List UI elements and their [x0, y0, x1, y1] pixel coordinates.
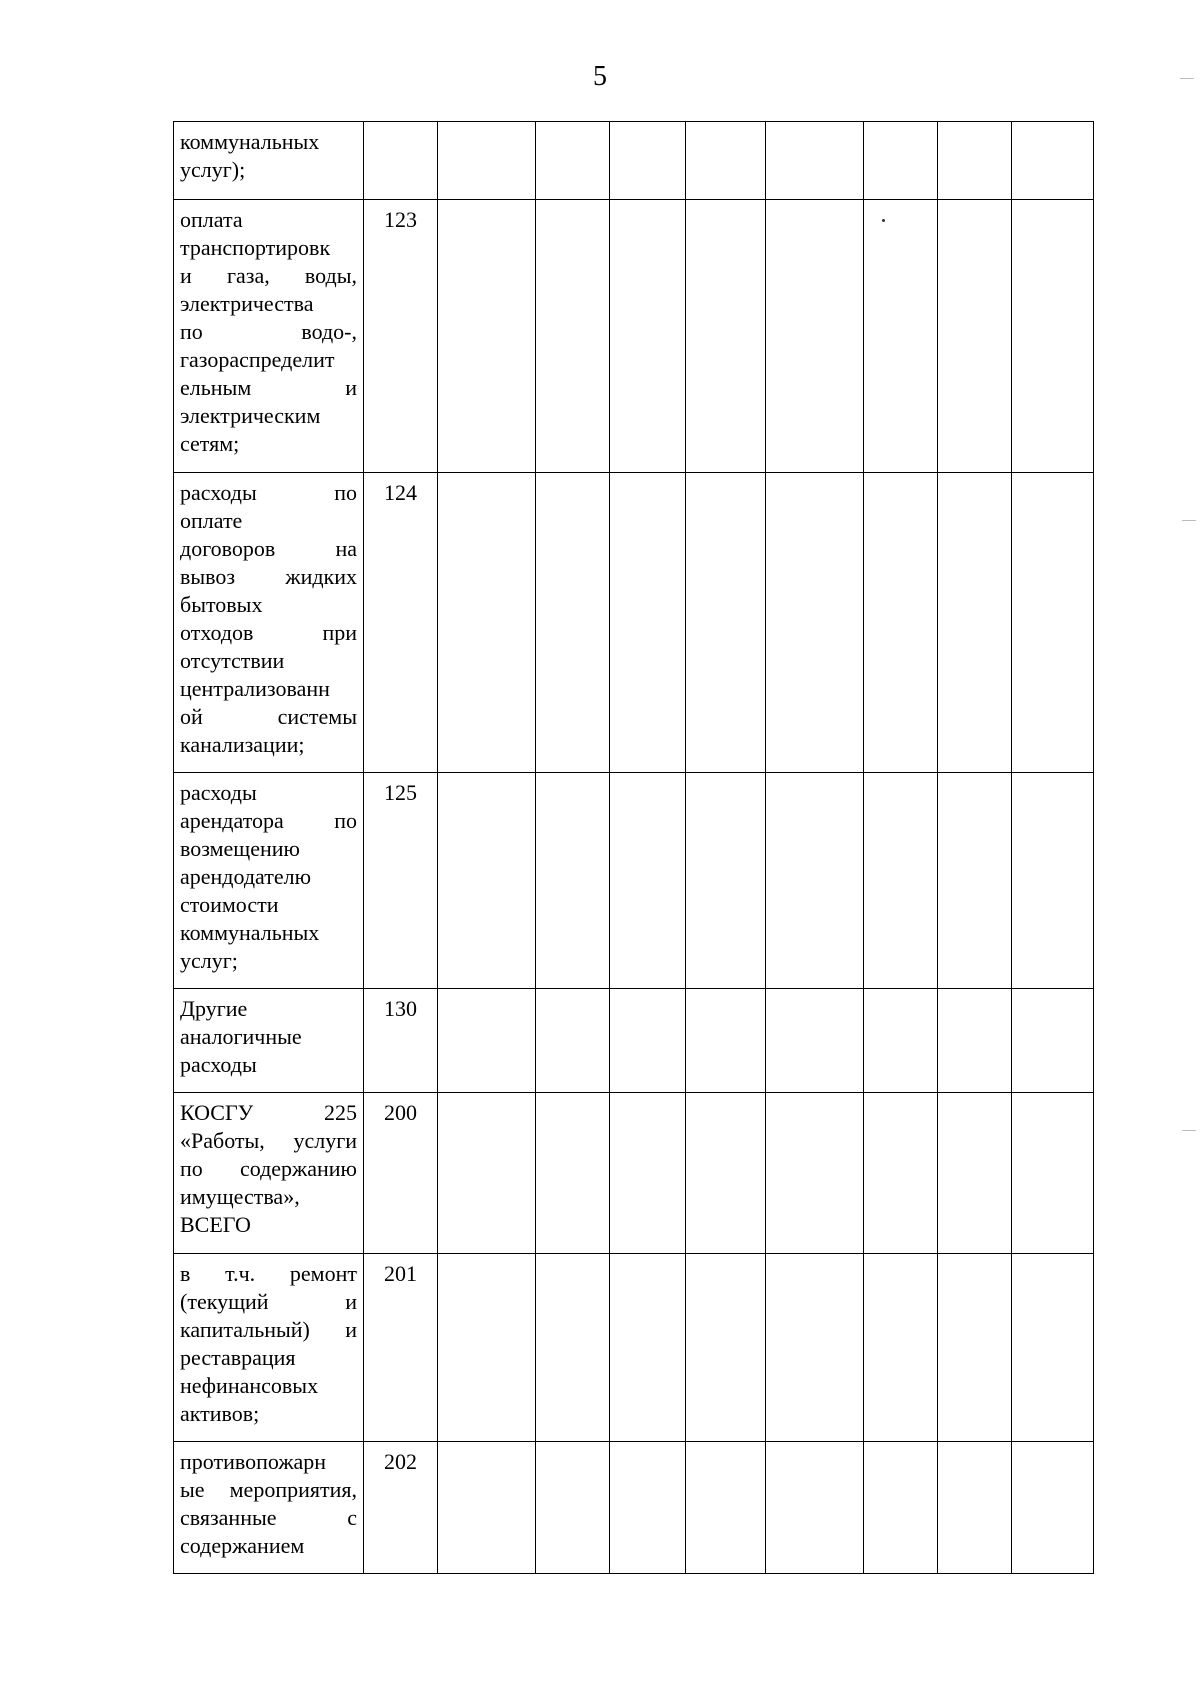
- row-code: 201: [364, 1254, 438, 1442]
- description-line: ВСЕГО: [180, 1212, 251, 1237]
- empty-cell: [610, 1442, 686, 1574]
- description-line: расходы: [180, 780, 257, 805]
- description-line: активов;: [180, 1401, 260, 1426]
- row-code: 123: [364, 200, 438, 473]
- description-line: отсутствии: [180, 648, 285, 673]
- empty-cell: [1012, 773, 1094, 989]
- margin-mark: [1182, 1130, 1196, 1131]
- empty-cell: [438, 1093, 536, 1254]
- description-line: нефинансовых: [180, 1373, 319, 1398]
- empty-cell: [610, 200, 686, 473]
- description-line: (текущий и: [180, 1289, 357, 1314]
- report-table-body: [174, 122, 1094, 1574]
- description-line: оплате: [180, 508, 243, 533]
- description-line: оплата: [180, 207, 243, 232]
- empty-cell: [610, 1093, 686, 1254]
- description-line: возмещению: [180, 836, 300, 861]
- empty-cell: [864, 1442, 938, 1574]
- empty-cell: [438, 473, 536, 773]
- description-line: транспортировк: [180, 235, 331, 260]
- empty-cell: [938, 1442, 1012, 1574]
- empty-cell: [686, 473, 766, 773]
- row-code: 202: [364, 1442, 438, 1574]
- description-line: вывоз жидких: [180, 564, 357, 589]
- empty-cell: [536, 1093, 610, 1254]
- table-row: [174, 200, 1094, 473]
- empty-cell: [766, 1093, 864, 1254]
- empty-cell: [686, 989, 766, 1093]
- empty-cell: [1012, 1254, 1094, 1442]
- empty-cell: [610, 989, 686, 1093]
- empty-cell: [686, 1254, 766, 1442]
- empty-cell: [864, 122, 938, 200]
- table-row: [174, 122, 1094, 200]
- row-description: [174, 200, 364, 473]
- description-line: содержанием: [180, 1533, 305, 1558]
- table-row: [174, 473, 1094, 773]
- description-line: КОСГУ 225: [180, 1100, 357, 1125]
- empty-cell: [610, 1254, 686, 1442]
- description-line: договоров на: [180, 536, 357, 561]
- empty-cell: [864, 989, 938, 1093]
- empty-cell: [938, 1093, 1012, 1254]
- empty-cell: [536, 773, 610, 989]
- empty-cell: [610, 122, 686, 200]
- description-line: сетям;: [180, 431, 240, 456]
- empty-cell: [686, 122, 766, 200]
- row-code: [364, 122, 438, 200]
- empty-cell: [938, 200, 1012, 473]
- empty-cell: [1012, 989, 1094, 1093]
- description-line: Другие: [180, 996, 248, 1021]
- empty-cell: [766, 1254, 864, 1442]
- empty-cell: [1012, 200, 1094, 473]
- empty-cell: [766, 122, 864, 200]
- description-line: коммунальных: [180, 920, 320, 945]
- description-line: арендатора по: [180, 808, 357, 833]
- empty-cell: [766, 473, 864, 773]
- scan-speck: [882, 219, 885, 222]
- row-description: [174, 1254, 364, 1442]
- report-table: [173, 121, 1094, 1574]
- description-line: расходы: [180, 1052, 257, 1077]
- description-line: по водо-,: [180, 319, 357, 344]
- row-code: 125: [364, 773, 438, 989]
- description-line: реставрация: [180, 1345, 296, 1370]
- description-line: ой системы: [180, 704, 357, 729]
- description-line: газораспределит: [180, 347, 335, 372]
- margin-mark: [1180, 78, 1194, 79]
- description-line: стоимости: [180, 892, 279, 917]
- description-line: имущества»,: [180, 1184, 300, 1209]
- empty-cell: [438, 1442, 536, 1574]
- margin-mark: [1182, 520, 1196, 521]
- page-number: 5: [593, 61, 607, 92]
- description-line: «Работы, услуги: [180, 1128, 357, 1153]
- empty-cell: [938, 1254, 1012, 1442]
- row-description: [174, 1442, 364, 1574]
- empty-cell: [536, 989, 610, 1093]
- description-line: ельным и: [180, 375, 357, 400]
- description-line: аналогичные: [180, 1024, 302, 1049]
- empty-cell: [686, 1093, 766, 1254]
- empty-cell: [536, 1442, 610, 1574]
- empty-cell: [1012, 473, 1094, 773]
- empty-cell: [938, 773, 1012, 989]
- table-row: [174, 989, 1094, 1093]
- empty-cell: [686, 1442, 766, 1574]
- row-code: 124: [364, 473, 438, 773]
- description-line: канализации;: [180, 732, 305, 757]
- description-line: электрическим: [180, 403, 321, 428]
- empty-cell: [438, 122, 536, 200]
- empty-cell: [938, 122, 1012, 200]
- table-row: [174, 773, 1094, 989]
- empty-cell: [864, 1254, 938, 1442]
- empty-cell: [1012, 122, 1094, 200]
- empty-cell: [610, 773, 686, 989]
- empty-cell: [864, 1093, 938, 1254]
- description-line: капитальный) и: [180, 1317, 357, 1342]
- row-code: 200: [364, 1093, 438, 1254]
- empty-cell: [766, 773, 864, 989]
- description-line: связанные с: [180, 1505, 357, 1530]
- table-row: [174, 1442, 1094, 1574]
- description-line: арендодателю: [180, 864, 312, 889]
- empty-cell: [864, 200, 938, 473]
- description-line: услуг);: [180, 157, 246, 182]
- empty-cell: [766, 1442, 864, 1574]
- empty-cell: [536, 200, 610, 473]
- empty-cell: [536, 473, 610, 773]
- empty-cell: [536, 1254, 610, 1442]
- table-row: [174, 1254, 1094, 1442]
- description-line: и газа, воды,: [180, 263, 357, 288]
- description-line: централизованн: [180, 676, 330, 701]
- row-code: 130: [364, 989, 438, 1093]
- empty-cell: [938, 989, 1012, 1093]
- empty-cell: [1012, 1093, 1094, 1254]
- empty-cell: [686, 200, 766, 473]
- table-row: [174, 1093, 1094, 1254]
- empty-cell: [438, 1254, 536, 1442]
- description-line: по содержанию: [180, 1156, 357, 1181]
- description-line: противопожарн: [180, 1449, 327, 1474]
- empty-cell: [864, 473, 938, 773]
- description-line: в т.ч. ремонт: [180, 1261, 357, 1286]
- empty-cell: [536, 122, 610, 200]
- description-line: расходы по: [180, 480, 357, 505]
- empty-cell: [938, 473, 1012, 773]
- row-description: [174, 773, 364, 989]
- description-line: электричества: [180, 291, 314, 316]
- row-description: [174, 989, 364, 1093]
- description-line: коммунальных: [180, 129, 320, 154]
- row-description: [174, 122, 364, 200]
- empty-cell: [438, 989, 536, 1093]
- row-description: [174, 473, 364, 773]
- description-line: ые мероприятия,: [180, 1477, 357, 1502]
- empty-cell: [864, 773, 938, 989]
- description-line: отходов при: [180, 620, 357, 645]
- empty-cell: [610, 473, 686, 773]
- description-line: услуг;: [180, 948, 238, 973]
- empty-cell: [686, 773, 766, 989]
- empty-cell: [766, 989, 864, 1093]
- empty-cell: [1012, 1442, 1094, 1574]
- empty-cell: [438, 200, 536, 473]
- row-description: [174, 1093, 364, 1254]
- description-line: бытовых: [180, 592, 263, 617]
- empty-cell: [766, 200, 864, 473]
- empty-cell: [438, 773, 536, 989]
